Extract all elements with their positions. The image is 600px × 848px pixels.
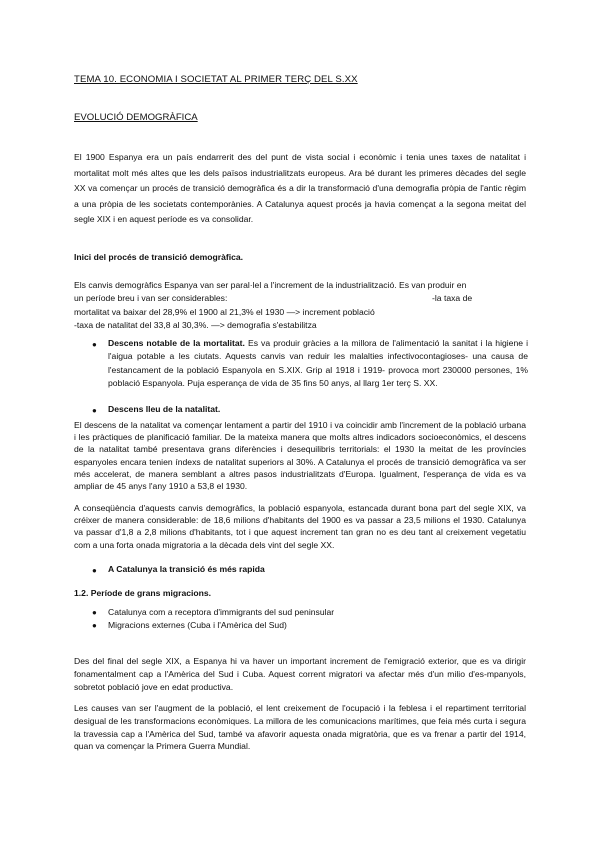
causes-paragraph: Les causes van ser l'augment de la població, el lent creixement de l'ocupació i la feblesa i el repartiment territorial desigual de les transformacions econòmiques. La millora de les comunicacions marítimes, que feia més curta i segura la travessia cap a l'Amèrica del Sud, també va afavorir aquesta onada migratòria, que es va frenar a partir del 1914, quan va començar la Primera Guerra Mundial. [74, 703, 526, 752]
changes-line-3: mortalitat va baixar del 28,9% el 1900 al 21,3% el 1930 —> increment població [74, 306, 375, 317]
changes-line-1: Els canvis demogràfics Espanya van ser paral·lel a l'increment de la industrialització. Es van produir en [74, 280, 467, 290]
section-title: EVOLUCIÓ DEMOGRÀFICA [74, 112, 198, 123]
bullet-mortality-text: Es va produir gràcies a la millora de l'alimentació la sanitat i la higiene i l'aigua potable a les ciutats. Aquests canvis van reduir les malalties infectivocontagioses- una causa de l'estancament de la població Espanyola en S.XIX. Grip al 1918 i 1919- provoca mort 230000 persones, 1% població Espanyola. Puja esperança de vida de 35 fins 50 anys, al llarg 1er terç S. XX. [108, 338, 528, 389]
natality-paragraph: El descens de la natalitat va començar lentament a partir del 1910 i va coincidir amb l'increment de la població urbana i les pràctiques de planificació familiar. De la mateixa manera que molts altres indicadors socioeconòmics, el descens de la natalitat també presentava grans diferències i desequilibris territorials: el 1930 la meitat de les províncies espanyoles encara tenien índexs de natalitat superiors al 30%. A Catalunya el procés de transició demogràfica va ser més accelerat, de manera semblant a altres pasos industrialitzats d'Europa. Igualment, l'esperança de vida es va ampliar de 45 anys l'any 1910 a 53,8 el 1930. [74, 420, 526, 492]
bullet-natality-icon: ● [92, 406, 97, 415]
migration-item-1-bullet-icon: ● [92, 608, 97, 617]
document-title: TEMA 10. ECONOMIA I SOCIETAT AL PRIMER TERÇ DEL S.XX [74, 74, 358, 85]
bullet-mortality [108, 337, 528, 391]
migration-item-1-text: Catalunya com a receptora d'immigrants del sud peninsular [108, 607, 335, 617]
bullet-mortality-heading: Descens notable de la mortalitat. [108, 338, 245, 348]
migration-item-2-bullet-icon: ● [92, 621, 97, 630]
emigration-paragraph: Des del final del segle XIX, a Espanya hi va haver un important increment de l'emigració exterior, que es va dirigir fonamentalment cap a l'Amèrica del Sud i Cuba. Aquest corrent migratori va afectar més d'un milio d'es-mpanyols, sobretot població jove en edat productiva. [74, 656, 526, 692]
changes-line-2-right: -la taxa de [432, 293, 473, 304]
migration-item-2-text: Migracions externes (Cuba i l'Amèrica del Sud) [108, 620, 287, 630]
changes-line-4: -taxa de natalitat del 33,8 al 30,3%. —> demografia s'estabilitza [74, 320, 317, 331]
changes-line-2 [74, 292, 526, 305]
bullet-catalunya: A Catalunya la transició és més rapida [108, 564, 265, 574]
intro-paragraph: El 1900 Espanya era un país endarrerit des del punt de vista social i econòmic i tenia unes taxes de natalitat i mortalitat molt més altes que les dels països industrialitzats europeus. Ara bé durant les primeres dècades del segle XX va començar un procés de transició demogràfica és a dir la transformació d'una demografia pròpia de l'antic règim a una pròpia de les societats contemporànies. A Catalunya aquest procés ja havia començat a la segona meitat del segle XIX i en aquest període es va consolidar. [74, 152, 526, 225]
bullet-natality-heading: Descens lleu de la natalitat. [108, 404, 221, 414]
consequence-paragraph: A conseqüència d'aquests canvis demogràfics, la població espanyola, estancada durant bona part del segle XIX, va créixer de manera considerable: de 18,6 milions d'habitants del 1900 es va passar a 23,5 milions el 1930. Catalunya va passar d'1,8 a 2,8 milions d'habitants, tot i que aquest increment tan gran no es deu tant al creixement vegetatiu com a una forta onada migratoria a la dècada dels vint del segle XX. [74, 503, 526, 550]
subheading-transition: Inici del procés de transició demogràfica. [74, 252, 244, 262]
bullet-mortality-icon: ● [92, 340, 97, 349]
changes-block [74, 279, 526, 333]
subheading-migrations: 1.2. Període de grans migracions. [74, 588, 212, 598]
bullet-catalunya-icon: ● [92, 566, 97, 575]
changes-line-2-text: un període breu i van ser considerables: [74, 293, 228, 304]
